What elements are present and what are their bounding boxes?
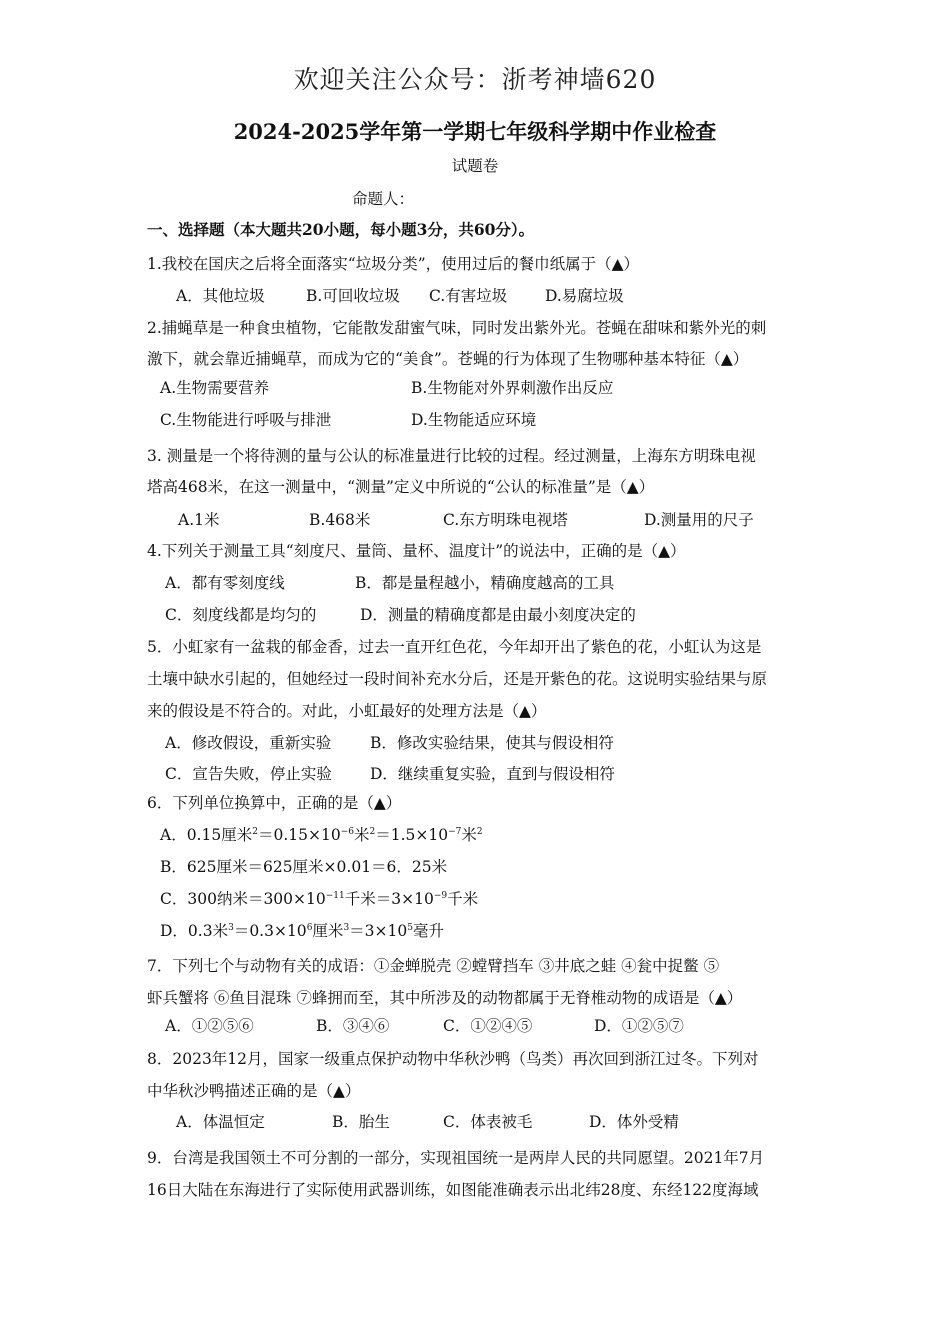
option-d-exp-3: 3	[343, 923, 350, 933]
question-7-option-b: B．③④⑥	[316, 1017, 390, 1035]
option-c-exp-1: −11	[325, 891, 345, 901]
author-label: 命题人：	[352, 190, 415, 208]
question-7-option-c: C．①②④⑤	[443, 1017, 533, 1035]
option-c-text-2: 千米＝3×10	[344, 890, 434, 908]
question-8-option-a: A．体温恒定	[176, 1113, 265, 1131]
option-d-text-3: 厘米	[312, 922, 344, 940]
exam-subtitle: 试题卷	[451, 157, 499, 175]
option-a-exp-1: 2	[252, 827, 258, 837]
option-c-text-1: C．300纳米＝300×10	[160, 890, 326, 908]
option-c-exp-2: −9	[433, 891, 448, 901]
option-a-text-5: 米	[461, 826, 477, 844]
option-d-text-2: ＝0.3×10	[233, 922, 307, 940]
question-5-option-c: C．宣告失败，停止实验	[165, 765, 332, 783]
option-d-exp-2: 6	[306, 923, 313, 933]
question-4-option-c: C．刻度线都是均匀的	[165, 606, 317, 624]
question-7-option-a: A．①②⑤⑥	[165, 1017, 254, 1035]
option-d-text-5: 毫升	[412, 922, 444, 940]
exam-title: 2024-2025学年第一学期七年级科学期中作业检查	[233, 119, 717, 144]
option-a-text-4: ＝1.5×10	[375, 826, 449, 844]
option-d-exp-4: 5	[407, 923, 413, 933]
option-c-text-3: 千米	[447, 890, 479, 908]
question-2-option-b: B.生物能对外界刺激作出反应	[411, 379, 614, 397]
question-2-option-d: D.生物能适应环境	[411, 411, 537, 429]
question-1-option-a: A．其他垃圾	[176, 287, 265, 305]
option-a-exp-4: −7	[448, 827, 462, 837]
question-5-option-a: A．修改假设，重新实验	[165, 734, 332, 752]
question-1-option-c: C.有害垃圾	[429, 287, 508, 305]
question-6-option-c	[160, 889, 478, 909]
option-d-exp-1: 3	[228, 923, 234, 933]
question-4-stem: 4.下列关于测量工具“刻度尺、量筒、量杯、温度计”的说法中，正确的是（▲）	[147, 542, 686, 560]
question-8-stem-line-2: 中华秋沙鸭描述正确的是（▲）	[147, 1082, 361, 1100]
question-5-option-b: B．修改实验结果，使其与假设相符	[370, 734, 614, 752]
option-a-exp-2: −6	[340, 827, 354, 837]
question-7-stem-line-1: 7．下列七个与动物有关的成语：①金蝉脱壳 ②螳臂挡车 ③井底之蛙 ④瓮中捉鳖 ⑤	[147, 957, 720, 975]
option-a-text-2: ＝0.15×10	[257, 826, 341, 844]
section-heading: 一、选择题（本大题共20小题，每小题3分，共60分）。	[147, 220, 535, 239]
question-7-stem-line-2: 虾兵蟹将 ⑥鱼目混珠 ⑦蜂拥而至，其中所涉及的动物都属于无脊椎动物的成语是（▲）	[147, 989, 743, 1007]
option-a-text-1: A．0.15厘米	[160, 826, 253, 844]
question-3-option-c: C.东方明珠电视塔	[443, 511, 568, 529]
question-6-option-a	[160, 825, 483, 845]
question-3-option-d: D.测量用的尺子	[644, 511, 754, 529]
option-d-text-4: ＝3×10	[349, 922, 408, 940]
question-8-stem-line-1: 8．2023年12月，国家一级重点保护动物中华秋沙鸭（鸟类）再次回到浙江过冬。下列对	[147, 1050, 759, 1068]
question-3-option-a: A.1米	[178, 511, 220, 529]
option-a-exp-5: 2	[476, 827, 483, 837]
question-3-option-b: B.468米	[309, 511, 371, 529]
question-4-option-a: A．都有零刻度线	[165, 574, 285, 592]
question-4-option-b: B．都是量程越小，精确度越高的工具	[355, 574, 615, 592]
question-1-option-b: B.可回收垃圾	[306, 287, 400, 305]
question-2-option-c: C.生物能进行呼吸与排泄	[160, 411, 332, 429]
question-4-option-d: D．测量的精确度都是由最小刻度决定的	[360, 606, 636, 624]
question-8-option-b: B．胎生	[332, 1113, 390, 1131]
question-2-stem-line-2: 激下，就会靠近捕蝇草，而成为它的“美食”。苍蝇的行为体现了生物哪种基本特征（▲）	[147, 350, 749, 368]
question-8-option-d: D．体外受精	[589, 1113, 679, 1131]
option-a-exp-3: 2	[369, 827, 376, 837]
question-6-stem: 6．下列单位换算中，正确的是（▲）	[147, 794, 402, 812]
question-1-option-d: D.易腐垃圾	[545, 287, 624, 305]
question-7-option-d: D．①②⑤⑦	[594, 1017, 684, 1035]
question-1-stem: 1.我校在国庆之后将全面落实“垃圾分类”，使用过后的餐巾纸属于（▲）	[147, 255, 640, 273]
question-5-stem-line-2: 土壤中缺水引起的，但她经过一段时间补充水分后，还是开紫色的花。这说明实验结果与原	[147, 670, 768, 688]
question-2-option-a: A.生物需要营养	[160, 379, 270, 397]
option-d-text-1: D．0.3米	[160, 922, 229, 940]
wechat-notice: 欢迎关注公众号：浙考神墙620	[293, 65, 657, 94]
question-5-option-d: D．继续重复实验，直到与假设相符	[370, 765, 615, 783]
question-3-stem-line-2: 塔高468米，在这一测量中，“测量”定义中所说的“公认的标准量”是（▲）	[147, 478, 655, 496]
question-2-stem-line-1: 2.捕蝇草是一种食虫植物，它能散发甜蜜气味，同时发出紫外光。苍蝇在甜味和紫外光的刺	[147, 319, 767, 337]
question-6-option-b: B．625厘米＝625厘米×0.01＝6．25米	[160, 858, 448, 876]
question-5-stem-line-3: 来的假设是不符合的。对此，小虹最好的处理方法是（▲）	[147, 702, 547, 720]
question-8-option-c: C．体表被毛	[443, 1113, 533, 1131]
question-3-stem-line-1: 3. 测量是一个将待测的量与公认的标准量进行比较的过程。经过测量，上海东方明珠电视	[147, 447, 756, 465]
question-9-stem-line-2: 16日大陆在东海进行了实际使用武器训练，如图能准确表示出北纬28度、东经122度海域	[147, 1181, 759, 1199]
question-5-stem-line-1: 5．小虹家有一盆栽的郁金香，过去一直开红色花，今年却开出了紫色的花，小虹认为这是	[147, 638, 762, 656]
option-a-text-3: 米	[353, 826, 370, 844]
question-6-option-d	[160, 921, 444, 941]
question-9-stem-line-1: 9．台湾是我国领土不可分割的一部分，实现祖国统一是两岸人民的共同愿望。2021年7月	[147, 1149, 765, 1167]
